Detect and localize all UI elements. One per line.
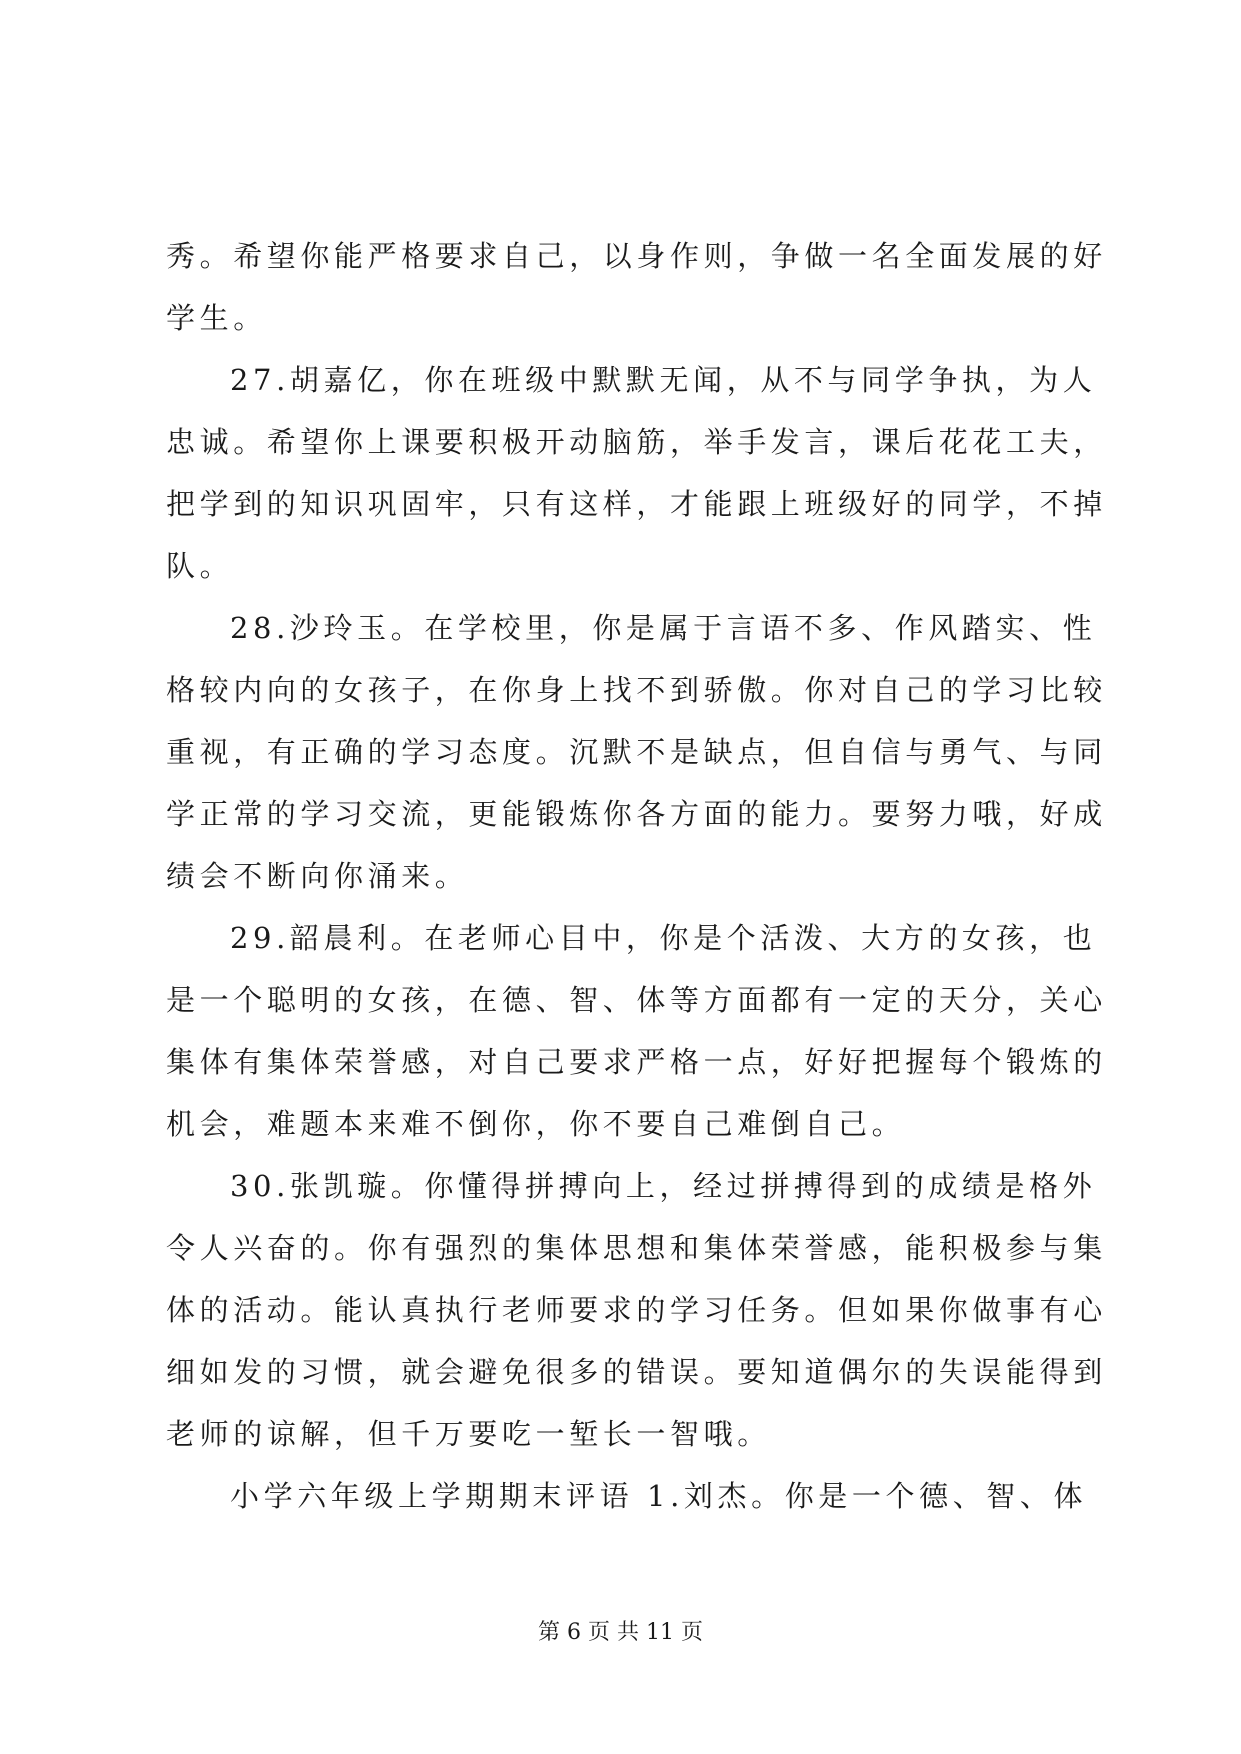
- text-line: 令人兴奋的。你有强烈的集体思想和集体荣誉感，能积极参与集: [166, 1231, 1107, 1265]
- text-line: 把学到的知识巩固牢，只有这样，才能跟上班级好的同学，不掉: [166, 487, 1107, 521]
- paragraph-start-30: 30.张凯璇。你懂得拼搏向上，经过拼搏得到的成绩是格外: [230, 1169, 1097, 1203]
- text-line: 老师的谅解，但千万要吃一堑长一智哦。: [166, 1417, 771, 1451]
- document-body: [166, 225, 1107, 1527]
- paragraph-start-27: 27.胡嘉亿，你在班级中默默无闻，从不与同学争执，为人: [230, 363, 1097, 397]
- text-line: 忠诚。希望你上课要积极开动脑筋，举手发言，课后花花工夫，: [166, 425, 1107, 459]
- paragraph-start-29: 29.韶晨利。在老师心目中，你是个活泼、大方的女孩，也: [230, 921, 1097, 955]
- text-line: 集体有集体荣誉感，对自己要求严格一点，好好把握每个锻炼的: [166, 1045, 1107, 1079]
- text-line: 格较内向的女孩子，在你身上找不到骄傲。你对自己的学习比较: [166, 673, 1107, 707]
- text-line: 学正常的学习交流，更能锻炼你各方面的能力。要努力哦，好成: [166, 797, 1107, 831]
- paragraph-start-28: 28.沙玲玉。在学校里，你是属于言语不多、作风踏实、性: [230, 611, 1097, 645]
- text-line: 学生。: [166, 301, 267, 335]
- text-line: 重视，有正确的学习态度。沉默不是缺点，但自信与勇气、与同: [166, 735, 1107, 769]
- text-line: 体的活动。能认真执行老师要求的学习任务。但如果你做事有心: [166, 1293, 1107, 1327]
- text-line: 队。: [166, 549, 234, 583]
- paragraph-start-section-heading: 小学六年级上学期期末评语 1.刘杰。你是一个德、智、体: [230, 1479, 1088, 1513]
- text-line: 细如发的习惯，就会避免很多的错误。要知道偶尔的失误能得到: [166, 1355, 1107, 1389]
- text-line: 是一个聪明的女孩，在德、智、体等方面都有一定的天分，关心: [166, 983, 1107, 1017]
- text-line: 机会，难题本来难不倒你，你不要自己难倒自己。: [166, 1107, 906, 1141]
- page-number-footer: 第 6 页 共 11 页: [538, 1620, 703, 1645]
- text-line: 绩会不断向你涌来。: [166, 859, 469, 893]
- text-line: 秀。希望你能严格要求自己，以身作则，争做一名全面发展的好: [166, 239, 1107, 273]
